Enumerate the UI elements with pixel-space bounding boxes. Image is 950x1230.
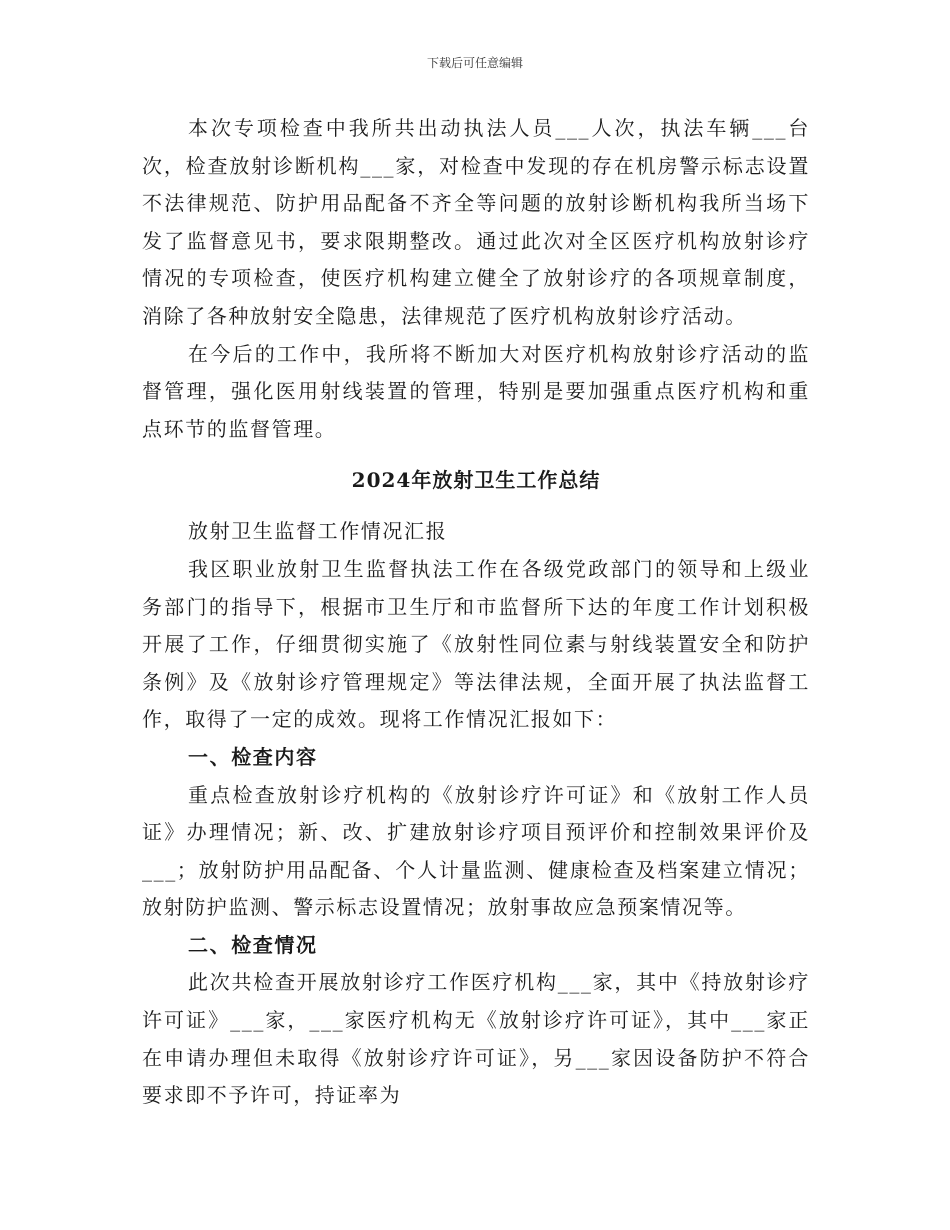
document-subtitle: 放射卫生监督工作情况汇报 xyxy=(188,519,448,544)
paragraph-inspection-status: 此次共检查开展放射诊疗工作医疗机构___家，其中《持放射诊疗许可证》___家，___家医疗机构无《放射诊疗许可证》，其中___家正在申请办理但未取得《放射诊疗许可证》，另___家因设备防护不符合要求即不予许可，持证率为 xyxy=(142,970,810,1108)
page-header-note: 下载后可任意编辑 xyxy=(426,56,523,70)
section-heading-inspection-content: 一、检查内容 xyxy=(188,744,318,769)
section-heading-inspection-status: 二、检查情况 xyxy=(188,932,318,957)
document-title: 2024年放射卫生工作总结 xyxy=(351,468,601,493)
paragraph-inspection-content: 重点检查放射诊疗机构的《放射诊疗许可证》和《放射工作人员证》办理情况；新、改、扩建放射诊疗项目预评价和控制效果评价及___；放射防护用品配备、个人计量监测、健康检查及档案建立情况；放射防护监测、警示标志设置情况；放射事故应急预案情况等。 xyxy=(142,782,810,920)
document-body xyxy=(142,110,810,1115)
paragraph-introduction: 我区职业放射卫生监督执法工作在各级党政部门的领导和上级业务部门的指导下，根据市卫生厅和市监督所下达的年度工作计划积极开展了工作，仔细贯彻实施了《放射性同位素与射线装置安全和防护条例》及《放射诊疗管理规定》等法律法规，全面开展了执法监督工作，取得了一定的成效。现将工作情况汇报如下： xyxy=(142,556,810,732)
paragraph-future-work: 在今后的工作中，我所将不断加大对医疗机构放射诊疗活动的监督管理，强化医用射线装置的管理，特别是要加强重点医疗机构和重点环节的监督管理。 xyxy=(142,341,810,441)
paragraph-inspection-summary: 本次专项检查中我所共出动执法人员___人次，执法车辆___台次，检查放射诊断机构___家，对检查中发现的存在机房警示标志设置不法律规范、防护用品配备不齐全等问题的放射诊断机构我所当场下发了监督意见书，要求限期整改。通过此次对全区医疗机构放射诊疗情况的专项检查，使医疗机构建立健全了放射诊疗的各项规章制度，消除了各种放射安全隐患，法律规范了医疗机构放射诊疗活动。 xyxy=(142,116,810,328)
